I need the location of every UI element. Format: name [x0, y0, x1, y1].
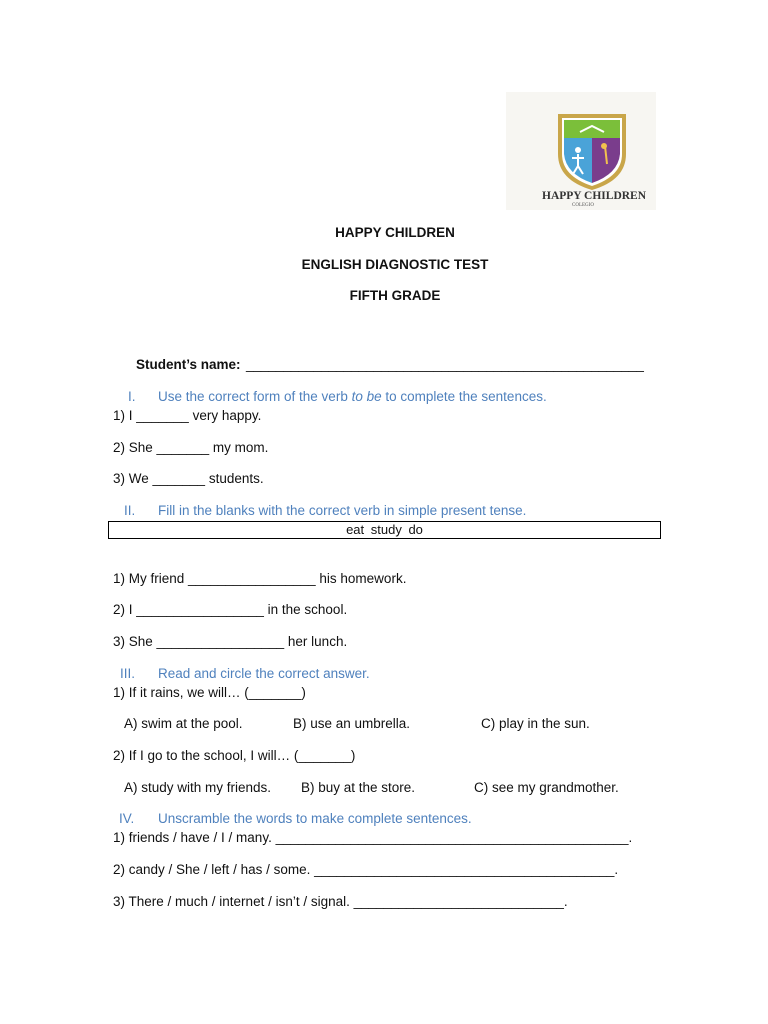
section-1-heading: [0, 389, 768, 405]
section-1-text-emphasis: to be: [351, 389, 382, 404]
section-4-heading: [0, 811, 768, 827]
section-2-number: II.: [124, 503, 136, 518]
grade-title: FIFTH GRADE: [349, 288, 441, 303]
test-title: ENGLISH DIAGNOSTIC TEST: [301, 257, 489, 272]
section-4-item: 3) There / much / internet / isn’t / signal. ____________________________.: [113, 894, 568, 909]
section-1-instruction: [158, 389, 547, 404]
section-1-text-before: Use the correct form of the verb: [158, 389, 352, 404]
student-name-field[interactable]: _____________________________________________________: [246, 357, 644, 372]
section-1-item: 1) I _______ very happy.: [113, 408, 262, 423]
section-3-heading: [0, 666, 768, 682]
section-3-instruction: Read and circle the correct answer.: [158, 666, 370, 681]
section-2-instruction: Fill in the blanks with the correct verb in simple present tense.: [158, 503, 527, 518]
section-2-item: 3) She _________________ her lunch.: [113, 634, 348, 649]
section-2-item: 2) I _________________ in the school.: [113, 602, 348, 617]
logo-text: HAPPY CHILDREN: [542, 190, 647, 202]
word-bank-box: eat study do: [108, 521, 661, 539]
section-2-item: 1) My friend _________________ his homework.: [113, 571, 407, 586]
section-1-item: 3) We _______ students.: [113, 471, 264, 486]
school-logo: [506, 92, 656, 210]
section-2-heading: [0, 503, 768, 519]
student-name-label: Student’s name:: [136, 357, 241, 372]
section-4-number: IV.: [119, 811, 135, 826]
answer-option[interactable]: C) see my grandmother.: [474, 780, 619, 795]
school-title: HAPPY CHILDREN: [335, 225, 455, 240]
section-4-item: 2) candy / She / left / has / some. ________________________________________.: [113, 862, 619, 877]
logo-subtext: COLEGIO: [572, 203, 594, 208]
answer-option[interactable]: B) buy at the store.: [301, 780, 416, 795]
section-3-question: 2) If I go to the school, I will… (_______): [113, 748, 356, 763]
answer-option[interactable]: B) use an umbrella.: [293, 716, 411, 731]
section-3-question: 1) If it rains, we will… (_______): [113, 685, 306, 700]
section-4-item: 1) friends / have / I / many. _______________________________________________.: [113, 830, 633, 845]
section-3-number: III.: [120, 666, 136, 681]
section-4-instruction: Unscramble the words to make complete sentences.: [158, 811, 472, 826]
section-1-number: I.: [128, 389, 136, 404]
answer-option[interactable]: A) swim at the pool.: [124, 716, 243, 731]
answer-option[interactable]: C) play in the sun.: [481, 716, 590, 731]
answer-option[interactable]: A) study with my friends.: [124, 780, 272, 795]
section-1-item: 2) She _______ my mom.: [113, 440, 269, 455]
section-1-text-after: to complete the sentences.: [381, 389, 547, 404]
